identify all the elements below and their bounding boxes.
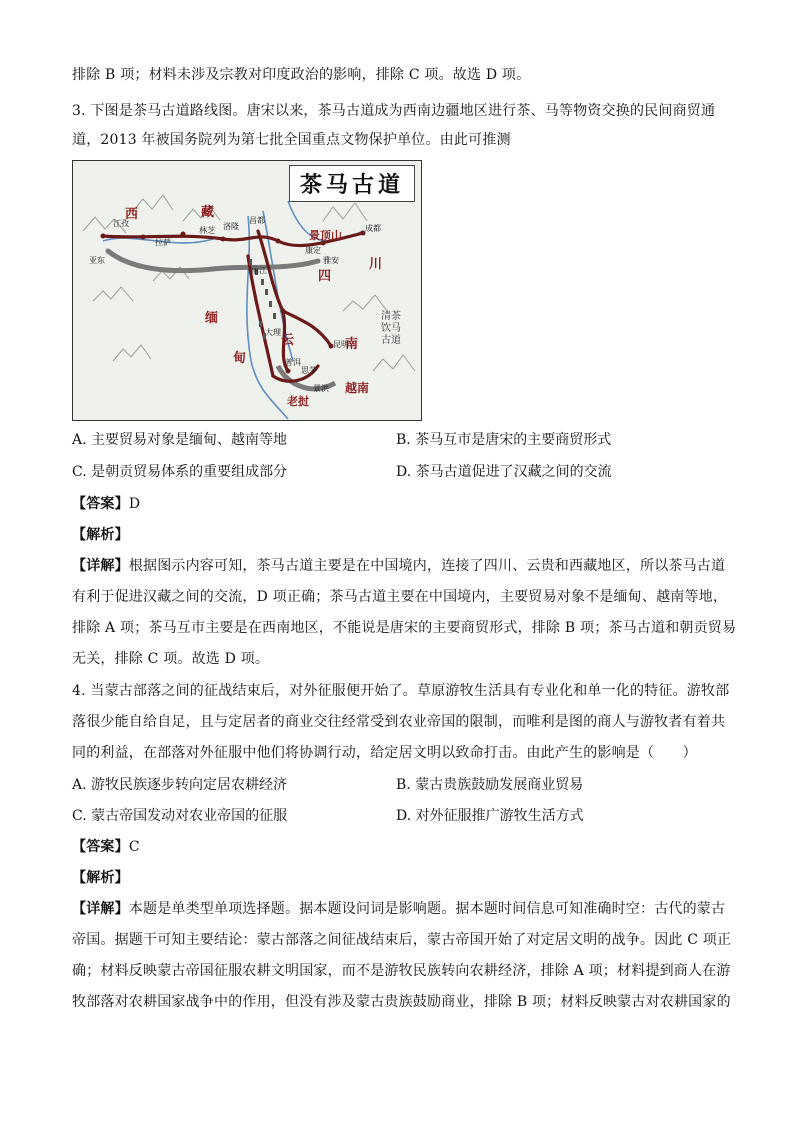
- answer-line: [72, 495, 722, 513]
- map-region-label: 四: [318, 269, 332, 284]
- detail-line: 帝国。据题干可知主要结论：蒙古部落之间征战结束后，蒙古帝国开始了对定居文明的战争。因此 C 项正: [72, 932, 732, 948]
- map-place-label: 景洪: [313, 384, 329, 393]
- option-d[interactable]: D. 茶马古道促进了汉藏之间的交流: [396, 464, 612, 480]
- detail-line: 排除 A 项；茶马互市主要是在西南地区，不能说是唐宋的主要商贸形式，排除 B 项；茶马古道和朝贡贸易: [72, 620, 737, 636]
- map-region-label: 缅: [205, 311, 219, 326]
- map-place-label: 昌都: [249, 216, 265, 225]
- question-3-stem: 3. 下图是茶马古道路线图。唐宋以来，茶马古道成为西南边疆地区进行茶、马等物资交换的民间商贸通: [72, 103, 716, 119]
- map-region-label: 西: [125, 207, 139, 222]
- option-c[interactable]: C. 蒙古帝国发动对农业帝国的征服: [72, 808, 288, 824]
- option-a[interactable]: A. 游牧民族逐步转向定居农耕经济: [72, 777, 288, 793]
- analysis-label-text: 【解析】: [72, 527, 129, 543]
- map-place-label: 雅安: [323, 256, 339, 265]
- detail-line: 确；材料反映蒙古帝国征服农耕文明国家，而不是游牧民族转向农耕经济，排除 A 项；材料提到商人在游: [72, 963, 731, 979]
- detail-text: 本题是单类型单项选择题。据本题设问词是影响题。据本题时间信息可知准确时空：古代的蒙古: [128, 901, 726, 917]
- detail-label: 【详解】: [72, 558, 129, 574]
- analysis-label: [72, 869, 722, 887]
- map-place-label: 大理: [265, 328, 281, 337]
- map-place-label: 普洱: [285, 358, 301, 367]
- map-region-label: 南: [345, 337, 359, 352]
- map-title: 茶马古道: [289, 165, 415, 202]
- answer-value: D: [128, 496, 141, 512]
- detail-text: 根据图示内容可知，茶马古道主要是在中国境内，连接了四川、云贵和西藏地区，所以茶马古道: [128, 558, 726, 574]
- map-place-label: 成都: [365, 224, 381, 233]
- map-region-label: 越南: [345, 381, 370, 395]
- map-place-label: 思茅: [301, 366, 317, 375]
- map-place-label: 丽江: [251, 266, 267, 275]
- option-c[interactable]: C. 是朝贡贸易体系的重要组成部分: [72, 464, 288, 480]
- map-region-label: 川: [369, 257, 383, 272]
- map-place-label: 林芝: [199, 226, 215, 235]
- map-place-label: 康定: [305, 246, 321, 255]
- detail-label: 【详解】: [72, 901, 129, 917]
- map-place-label: 昆明: [333, 340, 349, 349]
- map-place-label: 亚东: [89, 256, 105, 265]
- map-place-label: 拉萨: [155, 238, 171, 247]
- option-b[interactable]: B. 蒙古贵族鼓励发展商业贸易: [396, 777, 584, 793]
- question-4-stem: 落很少能自给自足，且与定居者的商业交往经常受到农业帝国的限制，而唯利是图的商人与游牧者有着共: [72, 714, 726, 730]
- map-region-label: 甸: [233, 351, 247, 366]
- detail-line: 牧部落对农耕国家战争中的作用，但没有涉及蒙古贵族鼓励商业，排除 B 项；材料反映蒙古对农耕国家的: [72, 994, 731, 1010]
- answer-line: [72, 838, 722, 856]
- map-place-label: 景顶山: [309, 229, 342, 242]
- answer-value: C: [128, 839, 140, 855]
- detail-line: 无关，排除 C 项。故选 D 项。: [72, 651, 270, 667]
- detail-line: [72, 557, 726, 575]
- question-3-stem: 道，2013 年被国务院列为第七批全国重点文物保护单位。由此可推测: [72, 132, 511, 148]
- analysis-label-text: 【解析】: [72, 870, 129, 886]
- map-region-label: 老挝: [287, 395, 309, 408]
- question-4-stem: 同的利益，在部落对外征服中他们将协调行动，给定居文明以致命打击。由此产生的影响是（ ）: [72, 745, 697, 761]
- map-place-label: 江孜: [113, 219, 129, 228]
- answer-label: 【答案】: [72, 496, 129, 512]
- option-d[interactable]: D. 对外征服推广游牧生活方式: [396, 808, 584, 824]
- tea-horse-road-map: [72, 160, 422, 421]
- text-line: 排除 B 项；材料未涉及宗教对印度政治的影响，排除 C 项。故选 D 项。: [72, 67, 531, 83]
- detail-line: 有利于促进汉藏之间的交流，D 项正确；茶马古道主要在中国境内，主要贸易对象不是缅甸、越南等地，: [72, 589, 728, 605]
- map-place-label: 洛隆: [223, 222, 239, 231]
- map-region-label: 藏: [201, 205, 215, 220]
- option-b[interactable]: B. 茶马互市是唐宋的主要商贸形式: [396, 432, 612, 448]
- question-4-stem: 4. 当蒙古部落之间的征战结束后，对外征服便开始了。草原游牧生活具有专业化和单一化的特征。游牧部: [72, 683, 730, 699]
- map-calligraphy: 清茶饮马古道: [381, 311, 401, 346]
- analysis-label: [72, 526, 722, 544]
- option-a[interactable]: A. 主要贸易对象是缅甸、越南等地: [72, 432, 288, 448]
- detail-line: [72, 900, 726, 918]
- map-region-label: 云: [281, 333, 295, 348]
- answer-label: 【答案】: [72, 839, 129, 855]
